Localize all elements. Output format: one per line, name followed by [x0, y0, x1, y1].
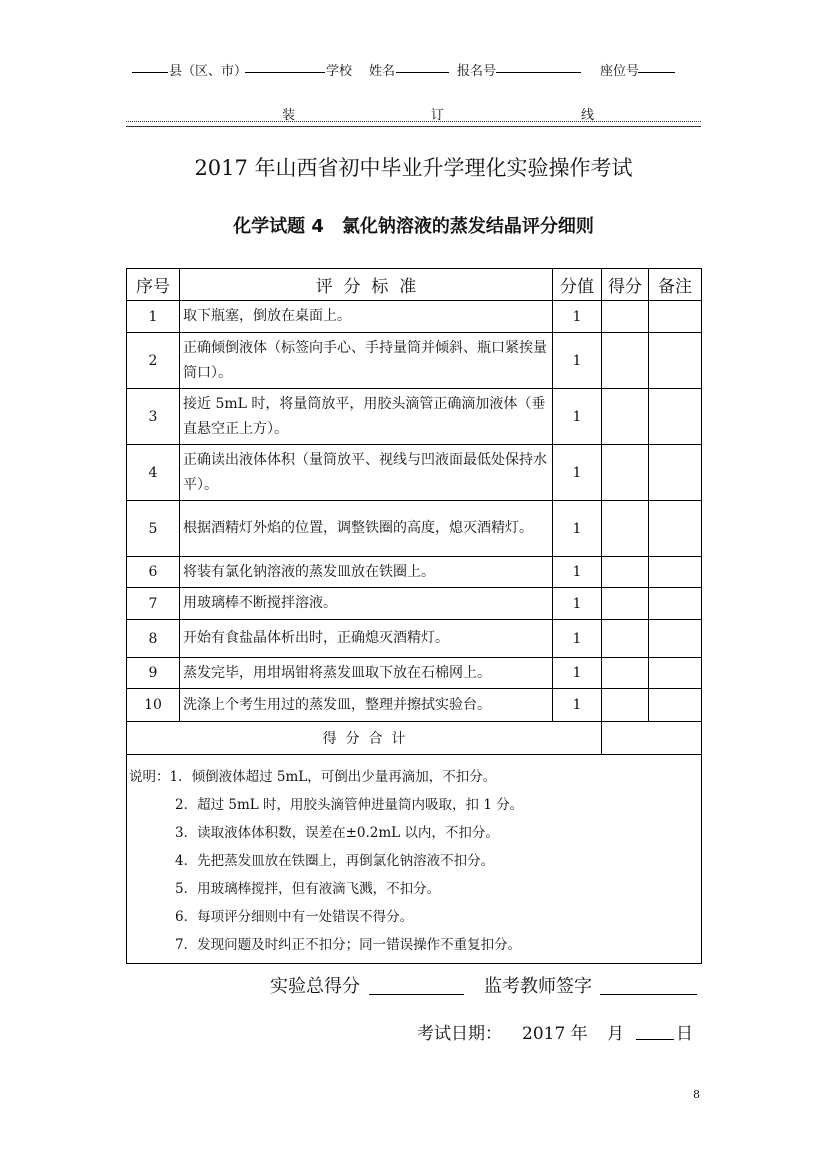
notes-cell [127, 755, 702, 964]
table-row [127, 658, 702, 689]
table-row [127, 389, 702, 445]
header-points: 分值 [553, 269, 602, 301]
seat-no-label: 座位号 [600, 64, 640, 79]
reg-no-label: 报名号 [457, 64, 497, 79]
row-remark-cell[interactable] [649, 501, 702, 557]
total-score-cell[interactable] [602, 722, 702, 755]
row-criteria: 将装有氯化钠溶液的蒸发皿放在铁圈上。 [180, 557, 553, 588]
row-points: 1 [553, 588, 602, 620]
row-points: 1 [553, 620, 602, 658]
row-score-cell[interactable] [602, 658, 649, 689]
row-points: 1 [553, 557, 602, 588]
row-score-cell[interactable] [602, 301, 649, 333]
reg-no-blank[interactable] [496, 72, 581, 73]
notes-row [127, 755, 702, 964]
row-criteria: 正确读出液体体积（量筒放平、视线与凹液面最低处保持水平）。 [180, 445, 553, 501]
note-item: 1．倾倒液体超过 5mL，可倒出少量再滴加，不扣分。 [169, 769, 497, 785]
row-criteria: 开始有食盐晶体析出时，正确熄灭酒精灯。 [180, 620, 553, 658]
table-row [127, 689, 702, 722]
name-blank[interactable] [396, 72, 449, 73]
county-label: 县（区、市） [169, 64, 248, 79]
row-remark-cell[interactable] [649, 301, 702, 333]
scoring-table [126, 268, 702, 964]
school-blank[interactable] [245, 72, 325, 73]
row-number: 10 [127, 689, 180, 722]
name-label: 姓名 [369, 64, 396, 79]
row-remark-cell[interactable] [649, 658, 702, 689]
date-label: 考试日期： [417, 1024, 502, 1044]
row-remark-cell[interactable] [649, 333, 702, 389]
row-criteria: 接近 5mL 时，将量筒放平，用胶头滴管正确滴加液体（垂直悬空正上方）。 [180, 389, 553, 445]
table-row [127, 557, 702, 588]
row-points: 1 [553, 301, 602, 333]
note-item: 2．超过 5mL 时，用胶头滴管伸进量筒内吸取，扣 1 分。 [175, 797, 524, 813]
seat-no-blank[interactable] [638, 72, 675, 73]
binding-char-1: 装 [282, 108, 296, 123]
row-criteria: 洗涤上个考生用过的蒸发皿，整理并擦拭实验台。 [180, 689, 553, 722]
notes-prefix: 说明： [129, 769, 170, 785]
binding-solid-rule [126, 126, 701, 127]
header-score: 得分 [602, 269, 649, 301]
teacher-sign-blank[interactable] [600, 994, 697, 995]
page-number: 8 [693, 1088, 700, 1101]
note-item: 5．用玻璃棒搅拌，但有液滴飞溅，不扣分。 [175, 881, 441, 897]
row-number: 9 [127, 658, 180, 689]
row-criteria: 蒸发完毕，用坩埚钳将蒸发皿取下放在石棉网上。 [180, 658, 553, 689]
row-number: 2 [127, 333, 180, 389]
teacher-sign-label: 监考教师签字 [484, 976, 592, 997]
row-points: 1 [553, 501, 602, 557]
row-points: 1 [553, 658, 602, 689]
row-number: 1 [127, 301, 180, 333]
table-row [127, 588, 702, 620]
note-item: 3．读取液体体积数，误差在±0.2mL 以内，不扣分。 [175, 825, 499, 841]
candidate-info-header [0, 60, 827, 80]
table-row [127, 620, 702, 658]
row-number: 8 [127, 620, 180, 658]
binding-char-3: 线 [581, 108, 595, 123]
table-row [127, 445, 702, 501]
county-blank[interactable] [132, 72, 168, 73]
row-remark-cell[interactable] [649, 689, 702, 722]
row-points: 1 [553, 389, 602, 445]
row-remark-cell[interactable] [649, 620, 702, 658]
header-remark: 备注 [649, 269, 702, 301]
note-line [129, 763, 699, 791]
binding-dotted-rule [126, 121, 701, 122]
note-item: 6．每项评分细则中有一处错误不得分。 [175, 909, 414, 925]
row-score-cell[interactable] [602, 588, 649, 620]
row-number: 5 [127, 501, 180, 557]
row-score-cell[interactable] [602, 333, 649, 389]
total-score-label: 实验总得分 [270, 976, 360, 997]
row-score-cell[interactable] [602, 445, 649, 501]
row-number: 7 [127, 588, 180, 620]
page-title: 2017 年山西省初中毕业升学理化实验操作考试 [194, 156, 633, 180]
total-score-blank[interactable] [369, 994, 464, 995]
row-remark-cell[interactable] [649, 389, 702, 445]
row-criteria: 根据酒精灯外焰的位置，调整铁圈的高度，熄灭酒精灯。 [180, 501, 553, 557]
row-points: 1 [553, 445, 602, 501]
table-row [127, 301, 702, 333]
row-score-cell[interactable] [602, 557, 649, 588]
row-criteria: 正确倾倒液体（标签向手心、手持量筒并倾斜、瓶口紧挨量筒口）。 [180, 333, 553, 389]
row-remark-cell[interactable] [649, 445, 702, 501]
date-month: 月 [607, 1024, 624, 1044]
date-day: 日 [676, 1024, 693, 1044]
page-subtitle: 化学试题 4 氯化钠溶液的蒸发结晶评分细则 [233, 216, 594, 237]
row-remark-cell[interactable] [649, 557, 702, 588]
row-number: 6 [127, 557, 180, 588]
school-label: 学校 [326, 64, 353, 79]
row-criteria: 用玻璃棒不断搅拌溶液。 [180, 588, 553, 620]
row-points: 1 [553, 689, 602, 722]
header-criteria: 评 分 标 准 [180, 269, 553, 301]
date-year: 2017 年 [522, 1024, 588, 1044]
row-score-cell[interactable] [602, 689, 649, 722]
row-criteria: 取下瓶塞，倒放在桌面上。 [180, 301, 553, 333]
row-number: 3 [127, 389, 180, 445]
row-score-cell[interactable] [602, 389, 649, 445]
row-score-cell[interactable] [602, 620, 649, 658]
note-item: 7．发现问题及时纠正不扣分；同一错误操作不重复扣分。 [175, 937, 522, 953]
total-label: 得 分 合 计 [127, 722, 602, 755]
row-score-cell[interactable] [602, 501, 649, 557]
table-row [127, 501, 702, 557]
header-no: 序号 [127, 269, 180, 301]
note-item: 4．先把蒸发皿放在铁圈上，再倒氯化钠溶液不扣分。 [175, 853, 495, 869]
table-header-row [127, 269, 702, 301]
date-day-blank[interactable] [636, 1039, 674, 1040]
row-remark-cell[interactable] [649, 588, 702, 620]
total-row [127, 722, 702, 755]
table-row [127, 333, 702, 389]
binding-char-2: 订 [431, 108, 445, 123]
row-points: 1 [553, 333, 602, 389]
row-number: 4 [127, 445, 180, 501]
